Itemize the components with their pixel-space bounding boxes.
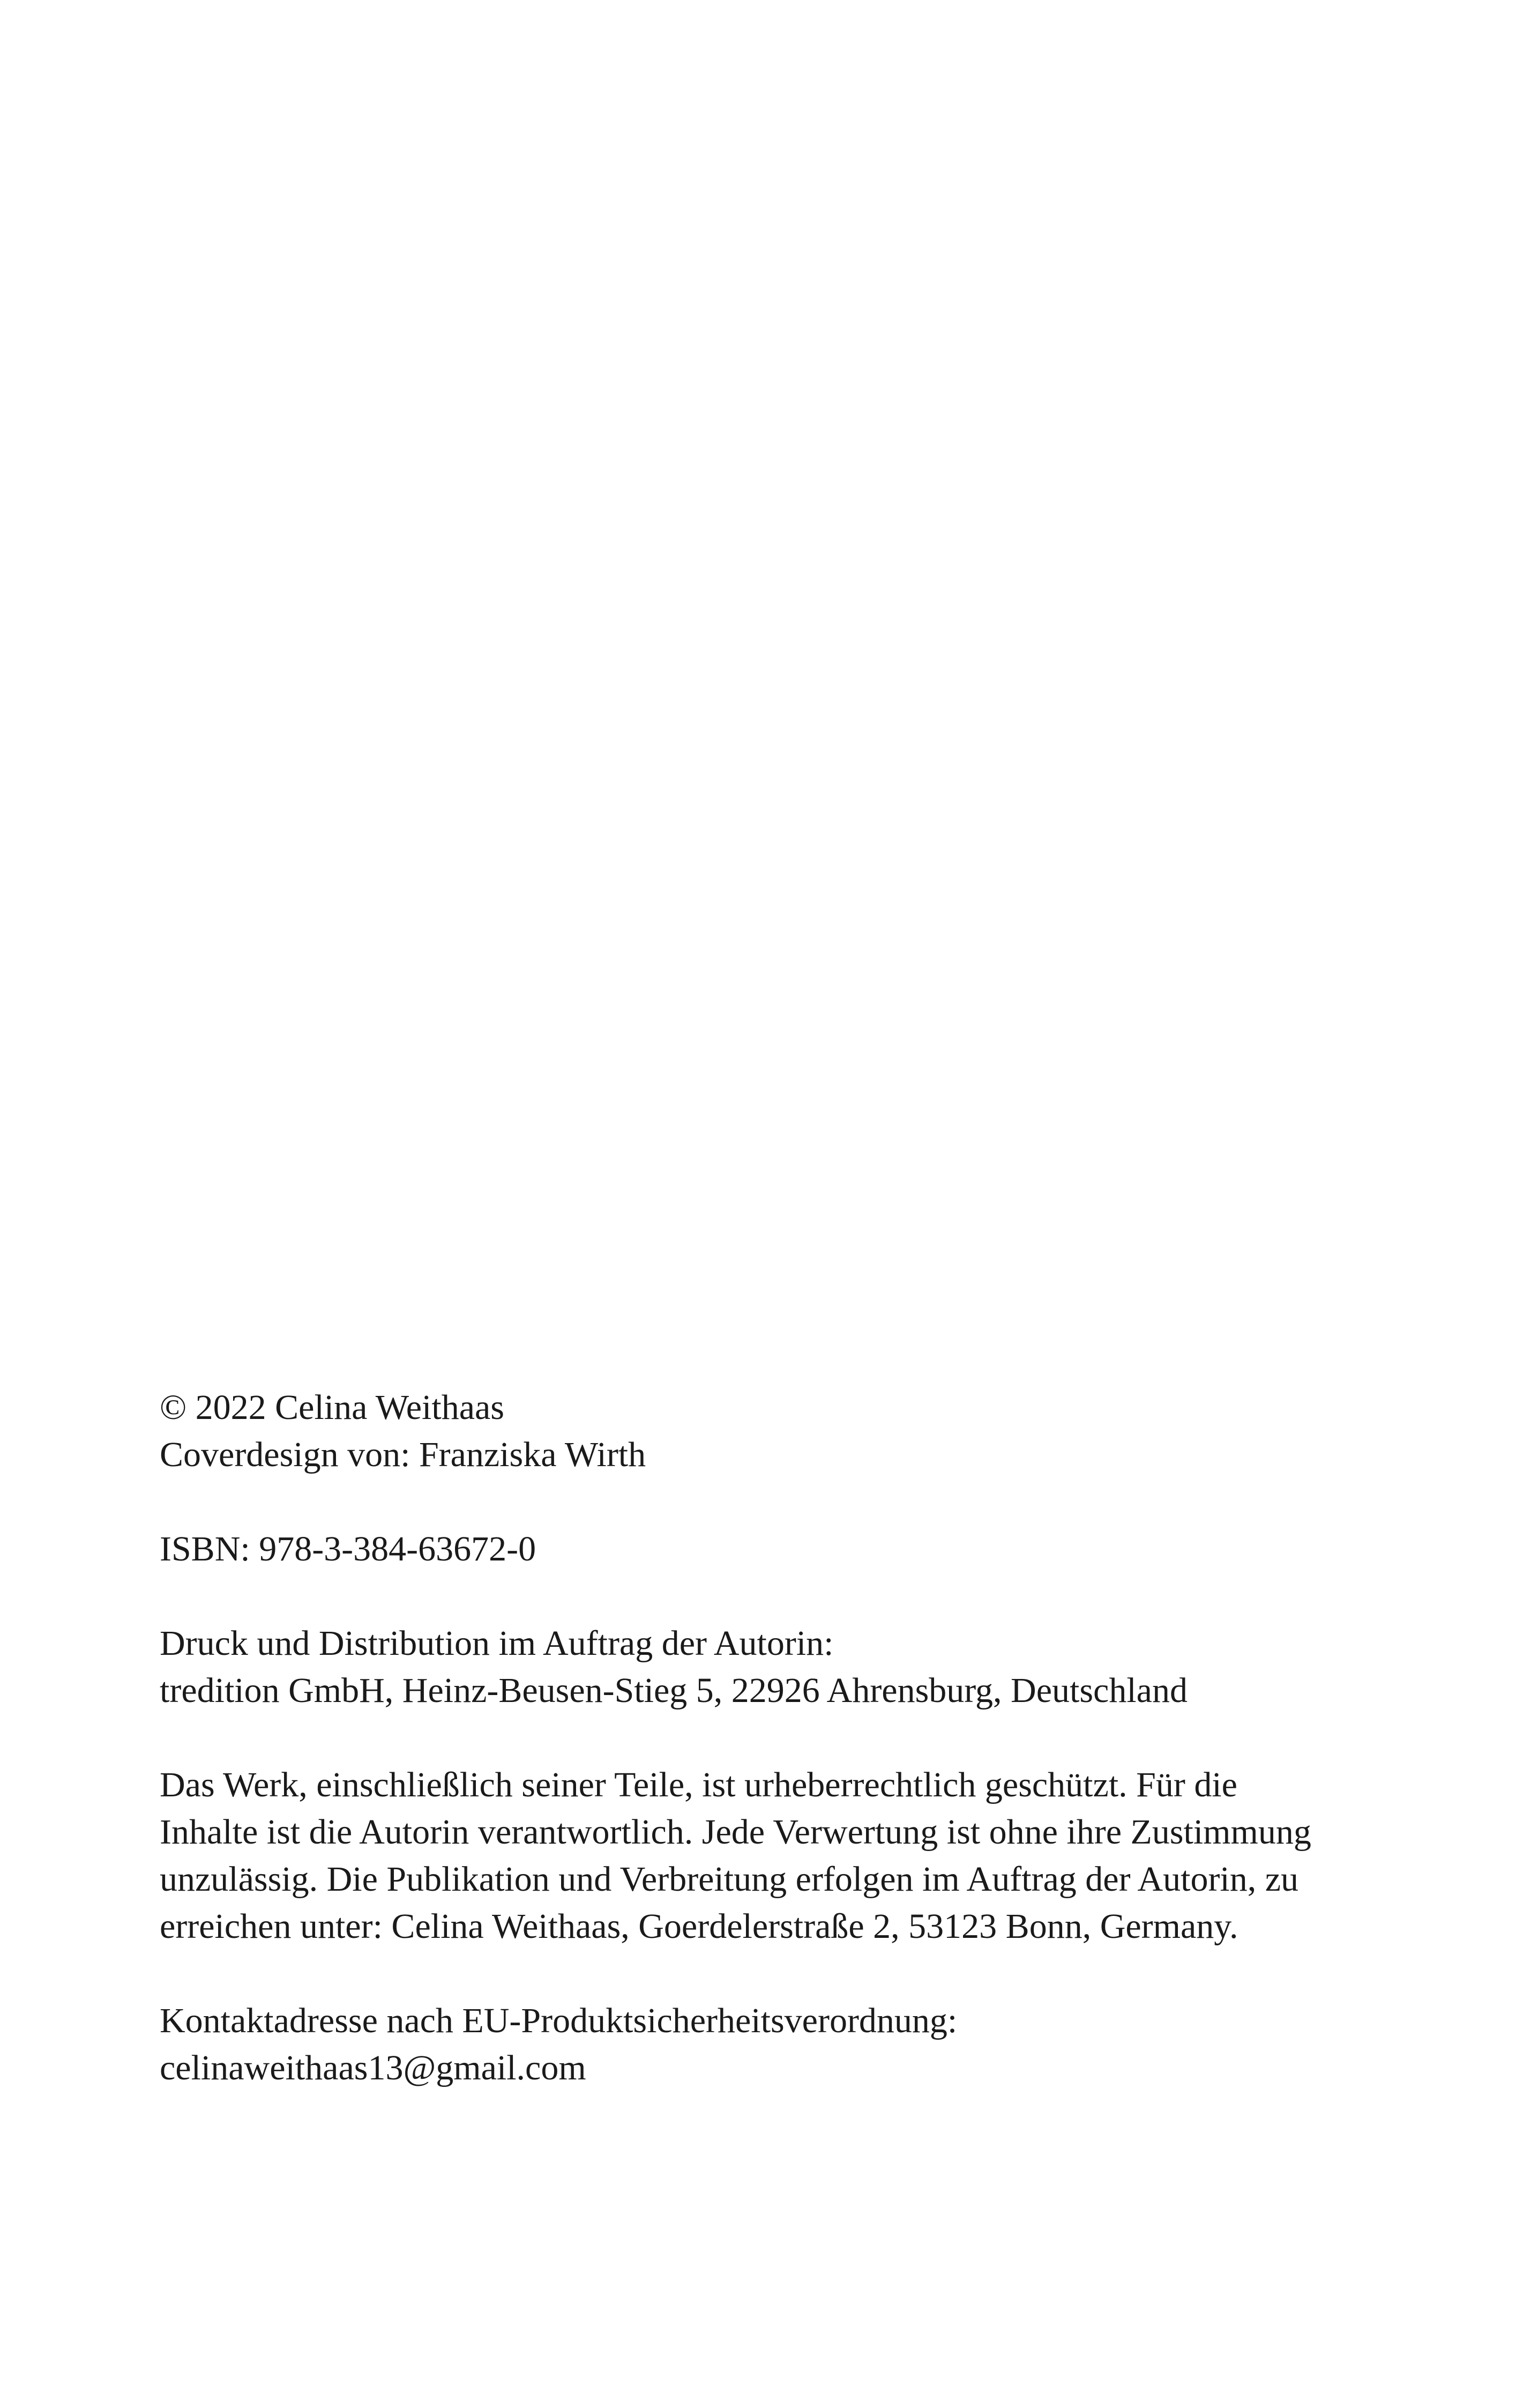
cover-design-credit: Coverdesign von: Franziska Wirth <box>160 1435 646 1474</box>
publisher-address: tredition GmbH, Heinz-Beusen-Stieg 5, 22926 Ahrensburg, Deutschland <box>160 1671 1188 1710</box>
contact-block <box>160 1997 1392 2092</box>
legal-notice-line: Das Werk, einschließlich seiner Teile, ist urheberrechtlich geschützt. Für die <box>160 1765 1237 1804</box>
legal-notice-line: unzulässig. Die Publikation und Verbreitung erfolgen im Auftrag der Autorin, zu <box>160 1860 1299 1899</box>
contact-email: celinaweithaas13@gmail.com <box>160 2048 586 2087</box>
distribution-block <box>160 1620 1392 1714</box>
imprint-section <box>160 1384 1392 2139</box>
legal-notice-line: erreichen unter: Celina Weithaas, Goerdelerstraße 2, 53123 Bonn, Germany. <box>160 1907 1238 1946</box>
distribution-heading: Druck und Distribution im Auftrag der Autorin: <box>160 1624 834 1663</box>
copyright-line: © 2022 Celina Weithaas <box>160 1388 504 1427</box>
contact-heading: Kontaktadresse nach EU-Produktsicherheitsverordnung: <box>160 2001 958 2040</box>
isbn-block <box>160 1526 1392 1573</box>
legal-notice-line: Inhalte ist die Autorin verantwortlich. Jede Verwertung ist ohne ihre Zustimmung <box>160 1812 1311 1852</box>
isbn-line: ISBN: 978-3-384-63672-0 <box>160 1529 536 1569</box>
copyright-block <box>160 1384 1392 1478</box>
legal-notice-block <box>160 1762 1392 1950</box>
